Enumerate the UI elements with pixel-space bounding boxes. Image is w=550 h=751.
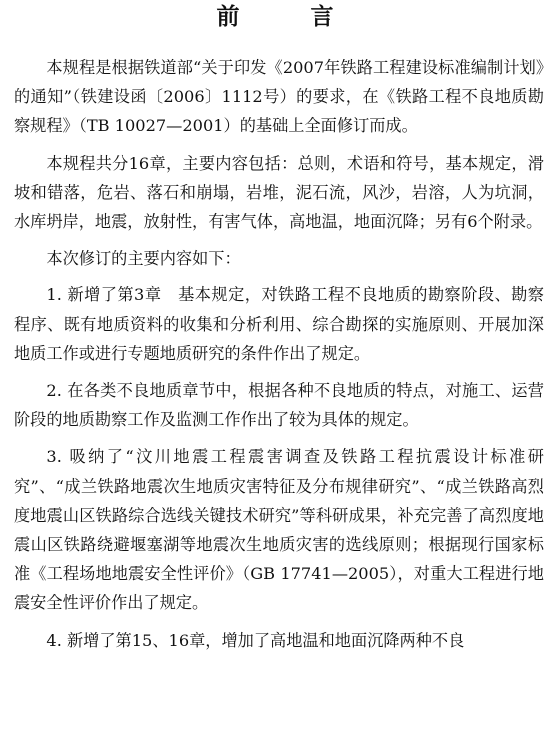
document-body <box>14 53 544 655</box>
paragraph-revision-item-3: 3. 吸纳了“汶川地震工程震害调查及铁路工程抗震设计标准研究”、“成兰铁路地震次生地质灾害特征及分布规律研究”、“成兰铁路高烈度地震山区铁路综合选线关键技术研究”等科研成果，补充完善了高烈度地震山区铁路绕避堰塞湖等地震次生地质灾害的选线原则；根据现行国家标准《工程场地地震安全性评价》（GB 17741—2005），对重大工程进行地震安全性评价作出了规定。 <box>14 447 544 613</box>
paragraph-revision-item-1: 1. 新增了第3章 基本规定，对铁路工程不良地质的勘察阶段、勘察程序、既有地质资料的收集和分析利用、综合勘探的实施原则、开展加深地质工作或进行专题地质研究的条件作出了规定。 <box>14 285 544 363</box>
paragraph-revision-item-2: 2. 在各类不良地质章节中，根据各种不良地质的特点，对施工、运营阶段的地质勘察工作及监测工作作出了较为具体的规定。 <box>14 381 544 430</box>
paragraph-contents: 本规程共分16章，主要内容包括：总则，术语和符号，基本规定，滑坡和错落，危岩、落石和崩塌，岩堆，泥石流，风沙，岩溶，人为坑洞，水库坍岸，地震，放射性，有害气体，高地温，地面沉降；另有6个附录。 <box>14 153 544 232</box>
page-title: 前 言 <box>216 4 358 30</box>
paragraph-revision-item-4: 4. 新增了第15、16章，增加了高地温和地面沉降两种不良 <box>46 630 465 650</box>
paragraph-revision-intro: 本次修订的主要内容如下： <box>46 249 241 269</box>
paragraph-basis: 本规程是根据铁道部“关于印发《2007年铁路工程建设标准编制计划》的通知”（铁建设函〔2006〕1112号）的要求，在《铁路工程不良地质勘察规程》（TB 10027—2001）的基础上全面修订而成。 <box>14 58 544 136</box>
